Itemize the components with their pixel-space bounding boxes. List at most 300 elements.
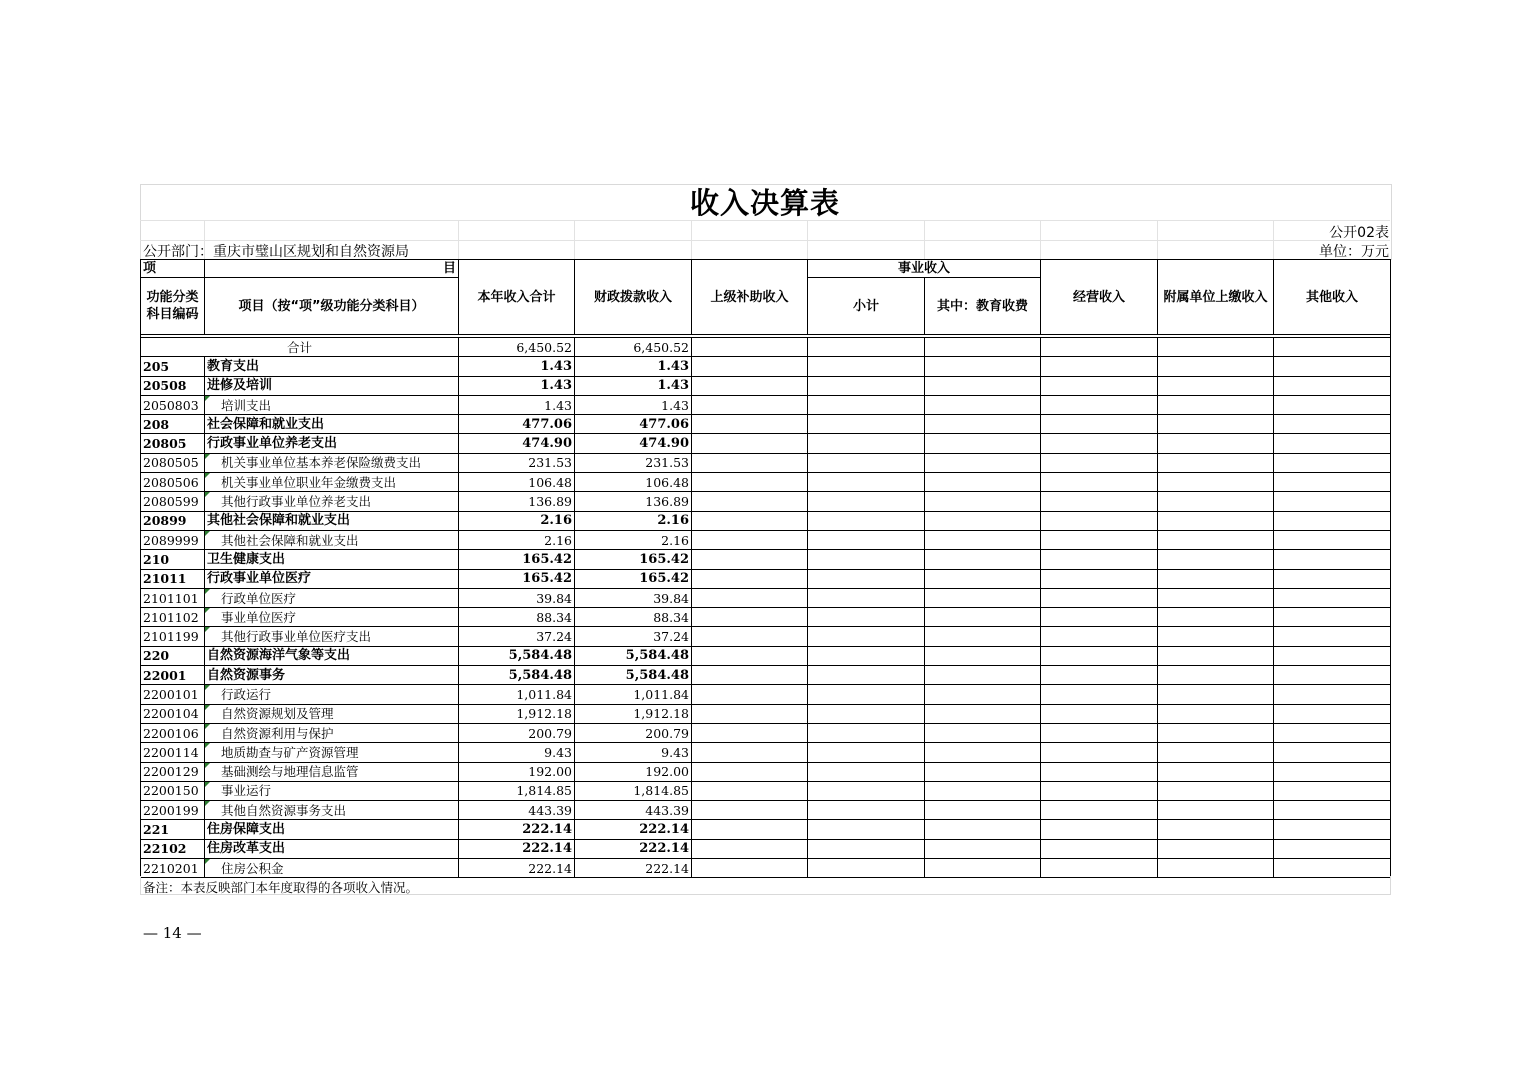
- empty-cell: [1158, 434, 1274, 453]
- total-fiscal: 6,450.52: [575, 338, 692, 357]
- grid-line: [140, 220, 1390, 221]
- empty-cell: [1158, 588, 1274, 607]
- empty-cell: [692, 704, 808, 723]
- table-row: [141, 685, 1391, 704]
- row-code: 2200150: [141, 781, 205, 800]
- empty-cell: [1158, 646, 1274, 665]
- row-name: 培训支出: [205, 395, 459, 414]
- empty-cell: [1041, 376, 1158, 395]
- row-code: 2101199: [141, 627, 205, 646]
- row-code: 221: [141, 820, 205, 839]
- empty-cell: [1158, 530, 1274, 549]
- cell-marker-icon: [205, 724, 210, 729]
- cell-marker-icon: [205, 801, 210, 806]
- empty-cell: [1274, 743, 1391, 762]
- row-total: 165.42: [459, 569, 575, 588]
- empty-cell: [1274, 473, 1391, 492]
- table-row: [141, 762, 1391, 781]
- row-fiscal: 222.14: [575, 820, 692, 839]
- empty-cell: [1158, 453, 1274, 472]
- grid-line: [574, 220, 575, 259]
- empty-cell: [1041, 453, 1158, 472]
- table-row: [141, 666, 1391, 685]
- empty-cell: [1041, 511, 1158, 530]
- header-career-edu: 其中：教育收费: [925, 278, 1041, 335]
- income-table: [140, 259, 1391, 878]
- empty-cell: [1158, 376, 1274, 395]
- empty-cell: [692, 646, 808, 665]
- cell-marker-icon: [205, 763, 210, 768]
- header-affiliate: 附属单位上缴收入: [1158, 260, 1274, 335]
- row-name: 行政单位医疗: [205, 588, 459, 607]
- empty-cell: [1158, 627, 1274, 646]
- empty-cell: [1274, 723, 1391, 742]
- empty-cell: [1274, 550, 1391, 569]
- empty-cell: [692, 511, 808, 530]
- empty-cell: [692, 395, 808, 414]
- row-total: 231.53: [459, 453, 575, 472]
- empty-cell: [1158, 666, 1274, 685]
- empty-cell: [808, 550, 925, 569]
- header-subsidy: 上级补助收入: [692, 260, 808, 335]
- row-code: 20899: [141, 511, 205, 530]
- row-fiscal: 1,912.18: [575, 704, 692, 723]
- empty-cell: [692, 453, 808, 472]
- cell-marker-icon: [205, 492, 210, 497]
- empty-cell: [692, 781, 808, 800]
- empty-cell: [808, 376, 925, 395]
- empty-cell: [1274, 685, 1391, 704]
- row-code: 208: [141, 415, 205, 434]
- empty-cell: [692, 473, 808, 492]
- empty-cell: [808, 685, 925, 704]
- row-fiscal: 88.34: [575, 608, 692, 627]
- empty-cell: [808, 743, 925, 762]
- table-row: [141, 511, 1391, 530]
- row-code: 21011: [141, 569, 205, 588]
- empty-cell: [925, 608, 1041, 627]
- row-total: 1,814.85: [459, 781, 575, 800]
- row-name: 住房公积金: [205, 859, 459, 878]
- row-code: 20805: [141, 434, 205, 453]
- row-fiscal: 1,011.84: [575, 685, 692, 704]
- empty-cell: [925, 820, 1041, 839]
- header-item: 项目（按“项”级功能分类科目）: [205, 278, 459, 335]
- empty-cell: [1274, 588, 1391, 607]
- empty-cell: [692, 859, 808, 878]
- row-name: 机关事业单位基本养老保险缴费支出: [205, 453, 459, 472]
- row-name: 机关事业单位职业年金缴费支出: [205, 473, 459, 492]
- row-name: 其他行政事业单位养老支出: [205, 492, 459, 511]
- cell-marker-icon: [205, 396, 210, 401]
- empty-cell: [925, 685, 1041, 704]
- row-name: 住房改革支出: [205, 839, 459, 858]
- empty-cell: [692, 434, 808, 453]
- row-fiscal: 231.53: [575, 453, 692, 472]
- row-code: 2200101: [141, 685, 205, 704]
- row-total: 443.39: [459, 801, 575, 820]
- row-code: 220: [141, 646, 205, 665]
- row-total: 136.89: [459, 492, 575, 511]
- row-fiscal: 106.48: [575, 473, 692, 492]
- row-code: 2101102: [141, 608, 205, 627]
- grid-line: [1157, 220, 1158, 259]
- empty-cell: [1041, 685, 1158, 704]
- cell-marker-icon: [205, 705, 210, 710]
- empty-cell: [925, 395, 1041, 414]
- grid-line: [1040, 220, 1041, 259]
- row-total: 1.43: [459, 395, 575, 414]
- row-name: 进修及培训: [205, 376, 459, 395]
- empty-cell: [692, 627, 808, 646]
- grid-line: [1273, 220, 1274, 259]
- table-row: [141, 608, 1391, 627]
- empty-cell: [1041, 415, 1158, 434]
- empty-cell: [808, 608, 925, 627]
- row-name: 行政事业单位医疗: [205, 569, 459, 588]
- empty-cell: [925, 859, 1041, 878]
- empty-cell: [1041, 646, 1158, 665]
- empty-cell: [1274, 820, 1391, 839]
- row-total: 1,011.84: [459, 685, 575, 704]
- empty-cell: [1158, 801, 1274, 820]
- row-name: 基础测绘与地理信息监管: [205, 762, 459, 781]
- empty-cell: [1041, 704, 1158, 723]
- grid-line: [691, 220, 692, 259]
- table-row: [141, 376, 1391, 395]
- row-fiscal: 477.06: [575, 415, 692, 434]
- table-row: [141, 723, 1391, 742]
- header-xiang: 项: [141, 260, 205, 278]
- empty-cell: [808, 762, 925, 781]
- empty-cell: [692, 762, 808, 781]
- cell-marker-icon: [205, 743, 210, 748]
- row-fiscal: 136.89: [575, 492, 692, 511]
- row-total: 106.48: [459, 473, 575, 492]
- empty-cell: [808, 588, 925, 607]
- empty-cell: [1158, 859, 1274, 878]
- empty-cell: [1041, 627, 1158, 646]
- empty-cell: [808, 511, 925, 530]
- empty-cell: [1274, 530, 1391, 549]
- empty-cell: [1158, 415, 1274, 434]
- row-fiscal: 9.43: [575, 743, 692, 762]
- empty-cell: [1041, 859, 1158, 878]
- row-name: 社会保障和就业支出: [205, 415, 459, 434]
- table-row: [141, 453, 1391, 472]
- empty-cell: [925, 415, 1041, 434]
- row-code: 2080506: [141, 473, 205, 492]
- table-row: [141, 820, 1391, 839]
- empty-cell: [1158, 743, 1274, 762]
- row-total: 192.00: [459, 762, 575, 781]
- empty-cell: [808, 569, 925, 588]
- empty-cell: [692, 743, 808, 762]
- row-name: 事业单位医疗: [205, 608, 459, 627]
- empty-cell: [1274, 627, 1391, 646]
- header-career: 事业收入: [808, 260, 1041, 278]
- empty-cell: [692, 588, 808, 607]
- empty-cell: [808, 415, 925, 434]
- row-name: 地质勘查与矿产资源管理: [205, 743, 459, 762]
- empty-cell: [808, 357, 925, 376]
- grid-line: [458, 220, 459, 259]
- empty-cell: [808, 492, 925, 511]
- table-row: [141, 569, 1391, 588]
- table-row: [141, 395, 1391, 414]
- empty-cell: [808, 781, 925, 800]
- row-total: 88.34: [459, 608, 575, 627]
- header-code: 功能分类科目编码: [141, 278, 205, 335]
- row-total: 5,584.48: [459, 666, 575, 685]
- empty-cell: [808, 646, 925, 665]
- row-code: 2101101: [141, 588, 205, 607]
- empty-cell: [1158, 723, 1274, 742]
- empty-cell: [1274, 453, 1391, 472]
- empty-cell: [1041, 781, 1158, 800]
- row-fiscal: 5,584.48: [575, 646, 692, 665]
- empty-cell: [925, 473, 1041, 492]
- empty-cell: [1274, 801, 1391, 820]
- empty-cell: [1041, 473, 1158, 492]
- row-fiscal: 165.42: [575, 569, 692, 588]
- empty-cell: [1274, 859, 1391, 878]
- table-row: [141, 801, 1391, 820]
- row-fiscal: 39.84: [575, 588, 692, 607]
- empty-cell: [1274, 569, 1391, 588]
- empty-cell: [925, 839, 1041, 858]
- empty-cell: [1041, 666, 1158, 685]
- table-row: [141, 588, 1391, 607]
- header-operating: 经营收入: [1041, 260, 1158, 335]
- row-code: 22001: [141, 666, 205, 685]
- empty-cell: [1274, 646, 1391, 665]
- table-row: [141, 781, 1391, 800]
- empty-cell: [1274, 492, 1391, 511]
- empty-cell: [692, 569, 808, 588]
- empty-cell: [692, 550, 808, 569]
- empty-cell: [1158, 685, 1274, 704]
- empty-cell: [808, 395, 925, 414]
- empty-cell: [1041, 550, 1158, 569]
- cell-marker-icon: [205, 627, 210, 632]
- empty-cell: [692, 530, 808, 549]
- row-name: 其他社会保障和就业支出: [205, 511, 459, 530]
- empty-cell: [692, 376, 808, 395]
- row-code: 2089999: [141, 530, 205, 549]
- row-code: 2200129: [141, 762, 205, 781]
- row-fiscal: 165.42: [575, 550, 692, 569]
- row-total: 2.16: [459, 511, 575, 530]
- empty-cell: [925, 627, 1041, 646]
- empty-cell: [1274, 511, 1391, 530]
- table-row: [141, 704, 1391, 723]
- table-row: [141, 492, 1391, 511]
- row-name: 行政事业单位养老支出: [205, 434, 459, 453]
- row-fiscal: 5,584.48: [575, 666, 692, 685]
- empty-cell: [925, 492, 1041, 511]
- empty-cell: [1158, 781, 1274, 800]
- row-total: 477.06: [459, 415, 575, 434]
- unit-label: 单位：万元: [1319, 244, 1389, 260]
- empty-cell: [925, 762, 1041, 781]
- empty-cell: [692, 666, 808, 685]
- row-name: 自然资源规划及管理: [205, 704, 459, 723]
- row-total: 1.43: [459, 357, 575, 376]
- row-fiscal: 1.43: [575, 357, 692, 376]
- row-code: 20508: [141, 376, 205, 395]
- row-name: 其他自然资源事务支出: [205, 801, 459, 820]
- header-career-subtotal: 小计: [808, 278, 925, 335]
- empty-cell: [1274, 395, 1391, 414]
- table-row: [141, 530, 1391, 549]
- row-fiscal: 200.79: [575, 723, 692, 742]
- empty-cell: [808, 723, 925, 742]
- empty-cell: [692, 357, 808, 376]
- empty-cell: [925, 801, 1041, 820]
- cell-marker-icon: [205, 608, 210, 613]
- empty-cell: [1041, 608, 1158, 627]
- row-total: 200.79: [459, 723, 575, 742]
- empty-cell: [692, 820, 808, 839]
- table-row: [141, 743, 1391, 762]
- row-fiscal: 443.39: [575, 801, 692, 820]
- row-name: 自然资源海洋气象等支出: [205, 646, 459, 665]
- row-total: 1.43: [459, 376, 575, 395]
- row-name: 事业运行: [205, 781, 459, 800]
- row-name: 住房保障支出: [205, 820, 459, 839]
- row-code: 2080599: [141, 492, 205, 511]
- row-total: 474.90: [459, 434, 575, 453]
- table-note: 备注：本表反映部门本年度取得的各项收入情况。: [143, 880, 419, 895]
- row-name: 其他行政事业单位医疗支出: [205, 627, 459, 646]
- row-total: 2.16: [459, 530, 575, 549]
- empty-cell: [925, 743, 1041, 762]
- empty-cell: [1158, 820, 1274, 839]
- row-total: 37.24: [459, 627, 575, 646]
- row-total: 222.14: [459, 859, 575, 878]
- empty-cell: [1274, 781, 1391, 800]
- row-name: 行政运行: [205, 685, 459, 704]
- row-name: 自然资源利用与保护: [205, 723, 459, 742]
- empty-cell: [925, 588, 1041, 607]
- empty-cell: [1274, 376, 1391, 395]
- total-row: [141, 338, 1391, 357]
- empty-cell: [1274, 415, 1391, 434]
- empty-cell: [1274, 704, 1391, 723]
- row-fiscal: 2.16: [575, 511, 692, 530]
- cell-marker-icon: [205, 473, 210, 478]
- empty-cell: [1041, 434, 1158, 453]
- row-fiscal: 2.16: [575, 530, 692, 549]
- row-name: 卫生健康支出: [205, 550, 459, 569]
- empty-cell: [1041, 395, 1158, 414]
- empty-cell: [925, 357, 1041, 376]
- row-name: 教育支出: [205, 357, 459, 376]
- header-other: 其他收入: [1274, 260, 1391, 335]
- empty-cell: [1274, 666, 1391, 685]
- empty-cell: [692, 685, 808, 704]
- empty-cell: [808, 820, 925, 839]
- empty-cell: [1158, 492, 1274, 511]
- empty-cell: [808, 666, 925, 685]
- total-amount: 6,450.52: [459, 338, 575, 357]
- cell-marker-icon: [205, 685, 210, 690]
- empty-cell: [1158, 762, 1274, 781]
- empty-cell: [925, 666, 1041, 685]
- empty-cell: [925, 569, 1041, 588]
- empty-cell: [808, 859, 925, 878]
- empty-cell: [1274, 762, 1391, 781]
- row-code: 2200199: [141, 801, 205, 820]
- empty-cell: [1158, 608, 1274, 627]
- header-mu: 目: [205, 260, 459, 278]
- empty-cell: [808, 473, 925, 492]
- empty-cell: [925, 781, 1041, 800]
- row-code: 2200114: [141, 743, 205, 762]
- empty-cell: [925, 550, 1041, 569]
- row-code: 2050803: [141, 395, 205, 414]
- empty-cell: [1041, 820, 1158, 839]
- table-row: [141, 646, 1391, 665]
- row-code: 2200106: [141, 723, 205, 742]
- table-row: [141, 627, 1391, 646]
- row-fiscal: 222.14: [575, 859, 692, 878]
- row-code: 2200104: [141, 704, 205, 723]
- empty-cell: [1041, 743, 1158, 762]
- table-row: [141, 434, 1391, 453]
- empty-cell: [1041, 588, 1158, 607]
- cell-marker-icon: [205, 782, 210, 787]
- table-row: [141, 859, 1391, 878]
- table-row: [141, 357, 1391, 376]
- table-row: [141, 415, 1391, 434]
- empty-cell: [692, 608, 808, 627]
- empty-cell: [1041, 723, 1158, 742]
- row-total: 222.14: [459, 839, 575, 858]
- empty-cell: [808, 801, 925, 820]
- empty-cell: [808, 434, 925, 453]
- row-total: 9.43: [459, 743, 575, 762]
- empty-cell: [1041, 839, 1158, 858]
- cell-marker-icon: [205, 531, 210, 536]
- empty-cell: [1158, 569, 1274, 588]
- empty-cell: [1274, 839, 1391, 858]
- empty-cell: [692, 839, 808, 858]
- empty-cell: [925, 434, 1041, 453]
- empty-cell: [808, 453, 925, 472]
- empty-cell: [925, 646, 1041, 665]
- table-row: [141, 473, 1391, 492]
- row-total: 5,584.48: [459, 646, 575, 665]
- empty-cell: [808, 530, 925, 549]
- empty-cell: [692, 723, 808, 742]
- empty-cell: [925, 453, 1041, 472]
- empty-cell: [1041, 357, 1158, 376]
- empty-cell: [808, 839, 925, 858]
- empty-cell: [1274, 357, 1391, 376]
- empty-cell: [1158, 550, 1274, 569]
- row-code: 22102: [141, 839, 205, 858]
- row-code: 2080505: [141, 453, 205, 472]
- row-name: 自然资源事务: [205, 666, 459, 685]
- row-total: 165.42: [459, 550, 575, 569]
- empty-cell: [1158, 473, 1274, 492]
- row-code: 205: [141, 357, 205, 376]
- cell-marker-icon: [205, 589, 210, 594]
- empty-cell: [1041, 492, 1158, 511]
- empty-cell: [692, 415, 808, 434]
